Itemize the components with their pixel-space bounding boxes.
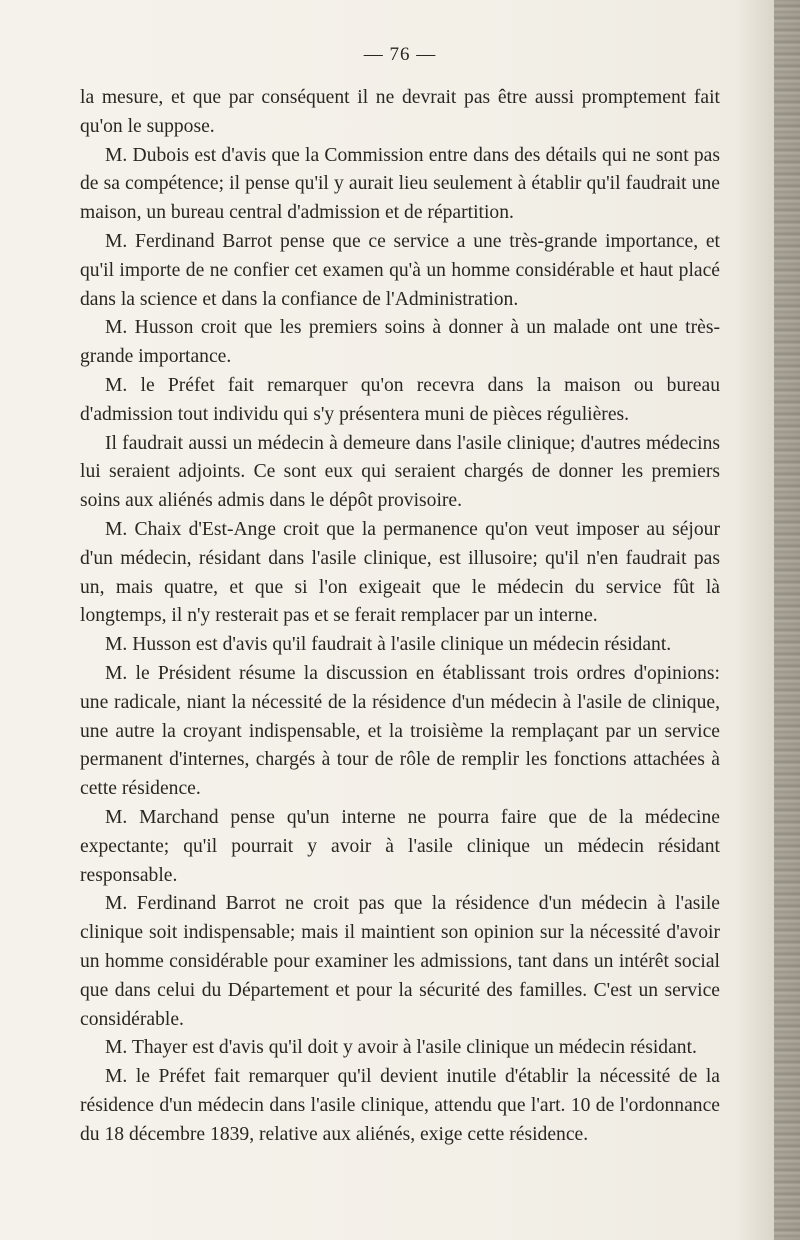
paragraph: M. Marchand pense qu'un interne ne pourra faire que de la médecine expectante; qu'il pourrait y avoir à l'asile clinique un médecin résidant responsable. [80,806,720,886]
paragraph: M. Chaix d'Est-Ange croit que la permanence qu'on veut imposer au séjour d'un médecin, résidant dans l'asile clinique, est illusoire; qu'il n'en faudrait pas un, mais quatre, et que si l'on exigeait que le médecin du service fût là longtemps, il n'y resterait pas et se ferait remplacer par un interne. [80,518,720,627]
paragraph: M. Husson est d'avis qu'il faudrait à l'asile clinique un médecin résidant. [105,634,672,656]
paragraph: Il faudrait aussi un médecin à demeure dans l'asile clinique; d'autres médecins lui seraient adjoints. Ce sont eux qui seraient chargés de donner les premiers soins aux aliénés admis dans le dépôt provisoire. [80,432,720,512]
paragraph: M. Ferdinand Barrot pense que ce service a une très-grande importance, et qu'il importe de ne confier cet examen qu'à un homme considérable et haut placé dans la science et dans la confiance de l'Administration. [80,230,720,310]
paragraph: M. Husson croit que les premiers soins à donner à un malade ont une très-grande importance. [80,317,720,368]
paragraph: M. le Président résume la discussion en établissant trois ordres d'opinions: une radicale, niant la nécessité de la résidence d'un médecin à l'asile de clinique, une autre la croyant indispensable, et la troisième la remplaçant par un service permanent d'internes, chargés à tour de rôle de remplir les fonctions attachées à cette résidence. [80,662,720,800]
paragraph: M. Dubois est d'avis que la Commission entre dans des détails qui ne sont pas de sa compétence; il pense qu'il y aurait lieu seulement à établir qu'il faudrait une maison, un bureau central d'admission et de répartition. [80,144,720,224]
page-edge-shadow [774,0,800,1240]
paragraph: M. le Préfet fait remarquer qu'on recevra dans la maison ou bureau d'admission tout individu qui s'y présentera muni de pièces régulières. [80,374,720,425]
body-text [80,84,720,1149]
paragraph: M. le Préfet fait remarquer qu'il devient inutile d'établir la nécessité de la résidence d'un médecin dans l'asile clinique, attendu que l'art. 10 de l'ordonnance du 18 décembre 1839, relative aux aliénés, exige cette résidence. [80,1066,720,1145]
paragraph: la mesure, et que par conséquent il ne devrait pas être aussi promptement fait qu'on le suppose. [80,87,720,137]
page-number: — 76 — [363,44,437,65]
paragraph: M. Ferdinand Barrot ne croit pas que la résidence d'un médecin à l'asile clinique soit indispensable; mais il maintient son opinion sur la nécessité d'avoir un homme considérable pour examiner les admissions, tant dans un intérêt social que dans celui du Département et pour la sécurité des familles. C'est un service considérable. [80,893,720,1030]
paragraph: M. Thayer est d'avis qu'il doit y avoir à l'asile clinique un médecin résidant. [105,1037,697,1059]
